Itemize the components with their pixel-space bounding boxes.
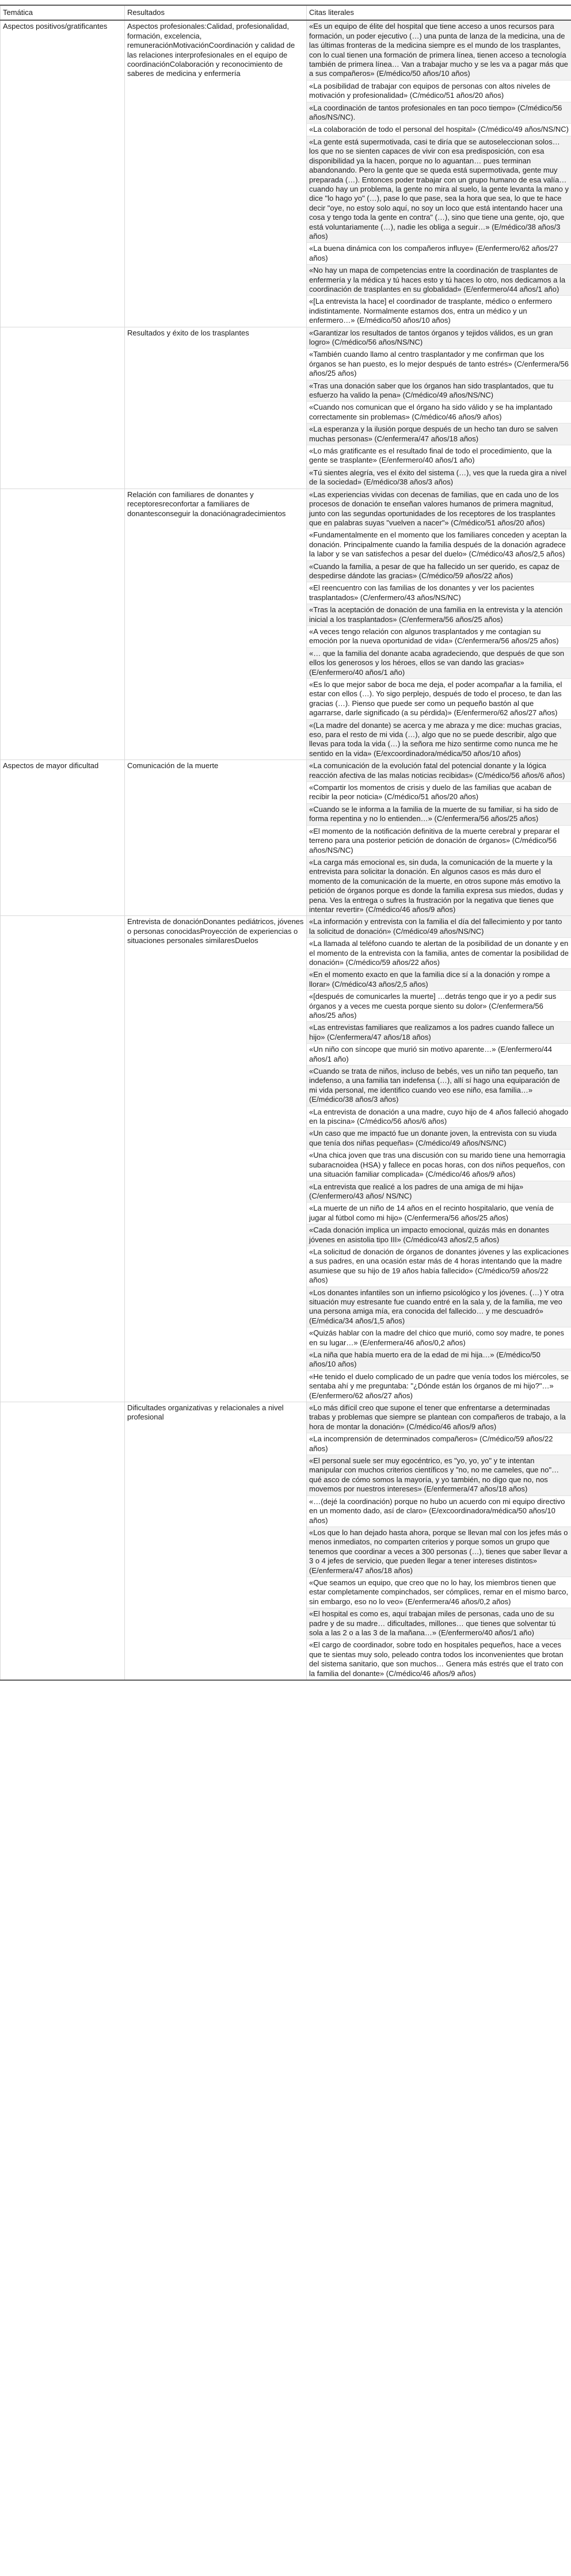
table-row: [1, 760, 571, 916]
quote: «La entrevista de donación a una madre, cuyo hijo de 4 años falleció ahogado en la piscina» (C/médico/56 años/6 años): [307, 1106, 571, 1128]
quote: «Cada donación implica un impacto emocional, quizás más en donantes jóvenes en asistolia tipo III» (C/médico/43 años/2,5 años): [307, 1224, 571, 1246]
cell-resultado: Comunicación de la muerte: [125, 760, 307, 916]
quote: «También cuando llamo al centro trasplantador y me confirman que los órganos se han puesto, es lo mejor después de tanto estrés» (C/enfermera/56 años/25 años): [307, 349, 571, 380]
table-body: [1, 20, 571, 1680]
header-citas: Citas literales: [307, 5, 571, 20]
cell-citas: [307, 1402, 571, 1680]
quote: «Quizás hablar con la madre del chico que murió, como soy madre, te pones en su lugar…» (E/enfermera/46 años/0,2 años): [307, 1327, 571, 1349]
header-tematica: Temática: [1, 5, 125, 20]
quote: «Lo más gratificante es el resultado final de todo el procedimiento, que la gente se trasplante» (E/enfermero/40 años/1 año): [307, 445, 571, 467]
quote: «La coordinación de tantos profesionales en tan poco tiempo» (C/médico/56 años/NS/NC).: [307, 102, 571, 124]
quote: «Tras la aceptación de donación de una familia en la entrevista y la atención inicial a los trasplantados» (C/enfermera/56 años/25 años): [307, 604, 571, 626]
cell-tematica: Aspectos positivos/gratificantes: [1, 20, 125, 327]
quote: «Tú sientes alegría, ves el éxito del sistema (…), ves que la rueda gira a nivel de la sociedad» (E/médico/38 años/3 años): [307, 467, 571, 489]
cell-tematica: [1, 327, 125, 489]
quote: «La esperanza y la ilusión porque después de un hecho tan duro se salven muchas personas» (C/enfermera/47 años/18 años): [307, 423, 571, 445]
cell-resultado: Entrevista de donaciónDonantes pediátricos, jóvenes o personas conocidasProyección de experiencias o situaciones personales similaresDuelos: [125, 916, 307, 1402]
quote: «La posibilidad de trabajar con equipos de personas con altos niveles de motivación y profesionalidad» (C/médico/51 años/20 años): [307, 81, 571, 102]
quote: «La buena dinámica con los compañeros influye» (E/enfermero/62 años/27 años): [307, 243, 571, 265]
cell-resultado: Resultados y éxito de los trasplantes: [125, 327, 307, 489]
quote: «He tenido el duelo complicado de un padre que venía todos los miércoles, se sentaba ahí y me preguntaba: "¿Dónde están los órganos de mi hijo?"…» (E/enfermero/62 años/27 años): [307, 1371, 571, 1402]
quote: «[La entrevista la hace] el coordinador de trasplante, médico o enfermero indistintamente. Normalmente estamos dos, entra un médico y un enfermero…» (E/médico/50 años/10 años): [307, 296, 571, 326]
table-row: [1, 327, 571, 489]
quote: «Las experiencias vividas con decenas de familias, que en cada uno de los procesos de donación te enseñan valores humanos de primera magnitud, junto con las segundas oportunidades de los receptores de los trasplantes que en palabras suyas "vuelven a nacer"» (C/médico/51 años/20 años): [307, 489, 571, 530]
quote: «La colaboración de todo el personal del hospital» (C/médico/49 años/NS/NC): [307, 124, 571, 136]
quote: «Cuando la familia, a pesar de que ha fallecido un ser querido, es capaz de despedirse dándote las gracias» (C/médico/59 años/22 años): [307, 561, 571, 583]
table-row: [1, 489, 571, 760]
cell-tematica: [1, 1402, 125, 1680]
cell-citas: [307, 20, 571, 327]
quote: «… que la familia del donante acaba agradeciendo, que después de que son ellos los generosos y los héroes, ellos se van dando las gracias» (E/enfermero/40 años/1 año): [307, 648, 571, 679]
quote: «La solicitud de donación de órganos de donantes jóvenes y las explicaciones a sus padres, en una ocasión estar más de 4 horas intentando que la madre asumiese que su hijo de 19 años había fallecido» (C/médico/59 años/22 años): [307, 1246, 571, 1287]
quote: «La incomprensión de determinados compañeros» (C/médico/59 años/22 años): [307, 1433, 571, 1455]
quote: «Cuando nos comunican que el órgano ha sido válido y se ha implantado correctamente sin problemas» (C/médico/46 años/9 años): [307, 402, 571, 423]
cell-tematica: Aspectos de mayor dificultad: [1, 760, 125, 916]
results-table: [0, 5, 571, 1681]
quote: «La comunicación de la evolución fatal del potencial donante y la lógica reacción afectiva de las malas noticias recibidas» (C/médico/56 años/6 años): [307, 760, 571, 782]
quote: «Fundamentalmente en el momento que los familiares conceden y aceptan la donación. Principalmente cuando la familia después de la donación agradece la labor y se van satisfechos a pesar del duelo» (C/médico/43 años/2,5 años): [307, 529, 571, 560]
quote: «El reencuentro con las familias de los donantes y ver los pacientes trasplantados» (C/enfermero/43 años/NS/NC): [307, 582, 571, 604]
quote: «No hay un mapa de competencias entre la coordinación de trasplantes de enfermería y la médica y tú haces esto y tú haces lo otro, nos dedicamos a la coordinación de trasplantes en su globalidad» (E/enfermero/44 años/1 año): [307, 265, 571, 296]
quote: «Cuando se trata de niños, incluso de bebés, ves un niño tan pequeño, tan indefenso, a una familia tan indefensa (…), allí sí hago una equiparación de mi vida personal, me identifico cuando veo ese niño, esa familia…» (E/médico/38 años/3 años): [307, 1066, 571, 1106]
cell-resultado: Dificultades organizativas y relacionales a nivel profesional: [125, 1402, 307, 1680]
quote: «La gente está supermotivada, casi te diría que se autoseleccionan solos… los que no se sienten capaces de vivir con esa predisposición, con esa disponibilidad ya la hacen, porque no lo aguantan… pues terminan abandonando. Pero la gente que se queda está supermotivada, gente muy preparada (…). Entonces poder trabajar con un grupo humano de esa valía… cuando hay un problema, la gente no mira al suelo, la gente levanta la mano y dice "lo hago yo" (…), pase lo que pase, sea la hora que sea, lo que te hace decir "oye, no estoy solo aquí, no soy un loco que está intentando hacer una cosa y tengo toda la gente en contra" (…), sino que tiene una gente, ojo, que está voluntariamente (…), nadie les obliga a seguir…» (E/médico/38 años/3 años): [307, 136, 571, 243]
cell-citas: [307, 327, 571, 489]
quote: «La entrevista que realicé a los padres de una amiga de mi hija» (C/enfermero/43 años/ NS/NC): [307, 1181, 571, 1203]
cell-citas: [307, 760, 571, 916]
table-row: [1, 1402, 571, 1680]
quote: «En el momento exacto en que la familia dice sí a la donación y rompe a llorar» (C/médico/43 años/2,5 años): [307, 969, 571, 991]
table-row: [1, 20, 571, 327]
quote: «Los que lo han dejado hasta ahora, porque se llevan mal con los jefes más o menos inmediatos, no comparten criterios y porque somos un grupo que tenemos que coordinar a veces a 300 personas (…), tienes que saber llevar a 3 o 4 jefes de servicio, que pueden llegar a tener intereses distintos» (E/enfermera/47 años/18 años): [307, 1527, 571, 1577]
quote: «Los donantes infantiles son un infierno psicológico y los jóvenes. (…) Y otra situación muy estresante fue cuando entré en la sala y, de la familia, me veo una persona amiga mía, era conocida del fallecido… y me descuadró» (E/médica/34 años/1,5 años): [307, 1287, 571, 1328]
quote: «La información y entrevista con la familia el día del fallecimiento y por tanto la solicitud de donación» (C/médico/49 años/NS/NC): [307, 916, 571, 938]
quote: «El hospital es como es, aquí trabajan miles de personas, cada uno de su padre y de su madre… dificultades, millones… que tienes que solventar tú sola a las 2 o a las 3 de la mañana…» (E/enfermero/40 años/1 año): [307, 1608, 571, 1639]
quote: «Lo más difícil creo que supone el tener que enfrentarse a determinadas trabas y problemas que siempre se plantean con compañeros de trabajo, a la hora de montar la donación» (C/médico/46 años/9 años): [307, 1402, 571, 1433]
quote: «Las entrevistas familiares que realizamos a los padres cuando fallece un hijo» (C/enfermera/47 años/18 años): [307, 1022, 571, 1044]
quote: «La muerte de un niño de 14 años en el recinto hospitalario, que venía de jugar al fútbol como mi hijo» (C/enfermera/56 años/25 años): [307, 1203, 571, 1224]
quote: «Es un equipo de élite del hospital que tiene acceso a unos recursos para formación, un poder ejecutivo (…) una punta de lanza de la medicina, una de las últimas fronteras de la medicina siempre es el mundo de los trasplantes, con lo cual tienen una formación de primera línea, tienen acceso a tecnología también de primera línea… Van a trabajar mucho y se les va a pagar más que a sus compañeros» (E/médico/50 años/10 años): [307, 21, 571, 80]
quote: «Es lo que mejor sabor de boca me deja, el poder acompañar a la familia, el estar con ellos (…). Yo sigo perplejo, después de todo el proceso, te dan las gracias (…). Pienso que puede ser como un pequeño bastón al que agarrarse, darle significado (a su pérdida)» (E/enfermero/62 años/27 años): [307, 679, 571, 720]
cell-resultado: Aspectos profesionales:Calidad, profesionalidad, formación, excelencia, remuneraciónMotivaciónCoordinación y calidad de las relaciones interprofesionales en el equipo de coordinaciónColaboración y reconocimiento de saberes de medicina y enfermería: [125, 20, 307, 327]
cell-tematica: [1, 489, 125, 760]
cell-resultado: Relación con familiares de donantes y receptoresreconfortar a familiares de donantesconseguir la donaciónagradecimientos: [125, 489, 307, 760]
quote: «Una chica joven que tras una discusión con su marido tiene una hemorragia subaracnoidea (HSA) y fallece en pocas horas, con dos niños pequeños, con una situación familiar complicada» (C/médico/46 años/9 años): [307, 1150, 571, 1181]
quote: «El personal suele ser muy egocéntrico, es "yo, yo, yo" y te intentan manipular con muchos criterios científicos y "no, no me cameles, que no"… qué asco de cómo somos la mayoría, y yo también, no digo que no, nos movemos por nuestros intereses» (E/enfermera/47 años/18 años): [307, 1455, 571, 1496]
table-header-row: [1, 5, 571, 20]
table-row: [1, 916, 571, 1402]
header-resultados: Resultados: [125, 5, 307, 20]
quote: «A veces tengo relación con algunos trasplantados y me contagian su emoción por la nueva oportunidad de vida» (C/enfermera/56 años/25 años): [307, 626, 571, 648]
cell-citas: [307, 489, 571, 760]
quote: «Compartir los momentos de crisis y duelo de las familias que acaban de recibir la peor noticia» (C/médico/51 años/20 años): [307, 782, 571, 804]
quote: «La niña que había muerto era de la edad de mi hija…» (E/médico/50 años/10 años): [307, 1349, 571, 1371]
quote: «Que seamos un equipo, que creo que no lo hay, los miembros tienen que estar completamente compinchados, ser cómplices, remar en el mismo barco, sin embargo, eso no lo veo» (E/enfermera/46 años/0,2 años): [307, 1577, 571, 1608]
quote: «El momento de la notificación definitiva de la muerte cerebral y preparar el terreno para una posterior petición de donación de órganos» (C/médico/56 años/NS/NC): [307, 826, 571, 857]
quote: «Un niño con síncope que murió sin motivo aparente…» (E/enfermero/44 años/1 año): [307, 1044, 571, 1066]
quote: «Un caso que me impactó fue un donante joven, la entrevista con su viuda que tenía dos niñas pequeñas» (C/médico/49 años/NS/NC): [307, 1128, 571, 1150]
quote: «(La madre del donante) se acerca y me abraza y me dice: muchas gracias, eso, para el resto de mi vida (…), algo que no se puede describir, algo que llevas para toda la vida (…) la señora me hizo sentirme como nunca me he sentido en la vida» (E/excoordinadora/médica/50 años/10 años): [307, 720, 571, 760]
quote: «El cargo de coordinador, sobre todo en hospitales pequeños, hace a veces que te sientas muy solo, peleado contra todos los inconvenientes que brotan del sistema sanitario, que son muchos… Genera más estrés que el trato con la familia del donante» (C/médico/46 años/9 años): [307, 1639, 571, 1680]
quote: «Cuando se le informa a la familia de la muerte de su familiar, si ha sido de forma repentina y no lo entienden…» (C/enfermera/56 años/25 años): [307, 804, 571, 826]
cell-citas: [307, 916, 571, 1402]
quote: «Garantizar los resultados de tantos órganos y tejidos válidos, es un gran logro» (C/médico/56 años/NS/NC): [307, 327, 571, 349]
quote: «La carga más emocional es, sin duda, la comunicación de la muerte y la entrevista para solicitar la donación. En algunos casos es más duro el momento de la comunicación de la muerte, en otros supone más emotivo la petición de órganos porque es donde la familia expresa sus miedos, dudas y pena. Ves la entrega o sufres la frustración por la negativa que tienes que intentar revertir» (C/médico/46 años/9 años): [307, 857, 571, 915]
quote: «Tras una donación saber que los órganos han sido trasplantados, que tu esfuerzo ha valido la pena» (C/médico/49 años/NS/NC): [307, 380, 571, 402]
quote: «…(dejé la coordinación) porque no hubo un acuerdo con mi equipo directivo en un momento dado, así de claro» (E/excoordinadora/médica/50 años/10 años): [307, 1496, 571, 1527]
quote: «La llamada al teléfono cuando te alertan de la posibilidad de un donante y en el momento de la entrevista con la familia, antes de comentar la posibilidad de donación» (C/médico/59 años/22 años): [307, 938, 571, 969]
quote: «[después de comunicarles la muerte] …detrás tengo que ir yo a pedir sus órganos y a veces me cuesta porque siento su dolor» (C/enfermera/56 años/25 años): [307, 991, 571, 1022]
cell-tematica: [1, 916, 125, 1402]
